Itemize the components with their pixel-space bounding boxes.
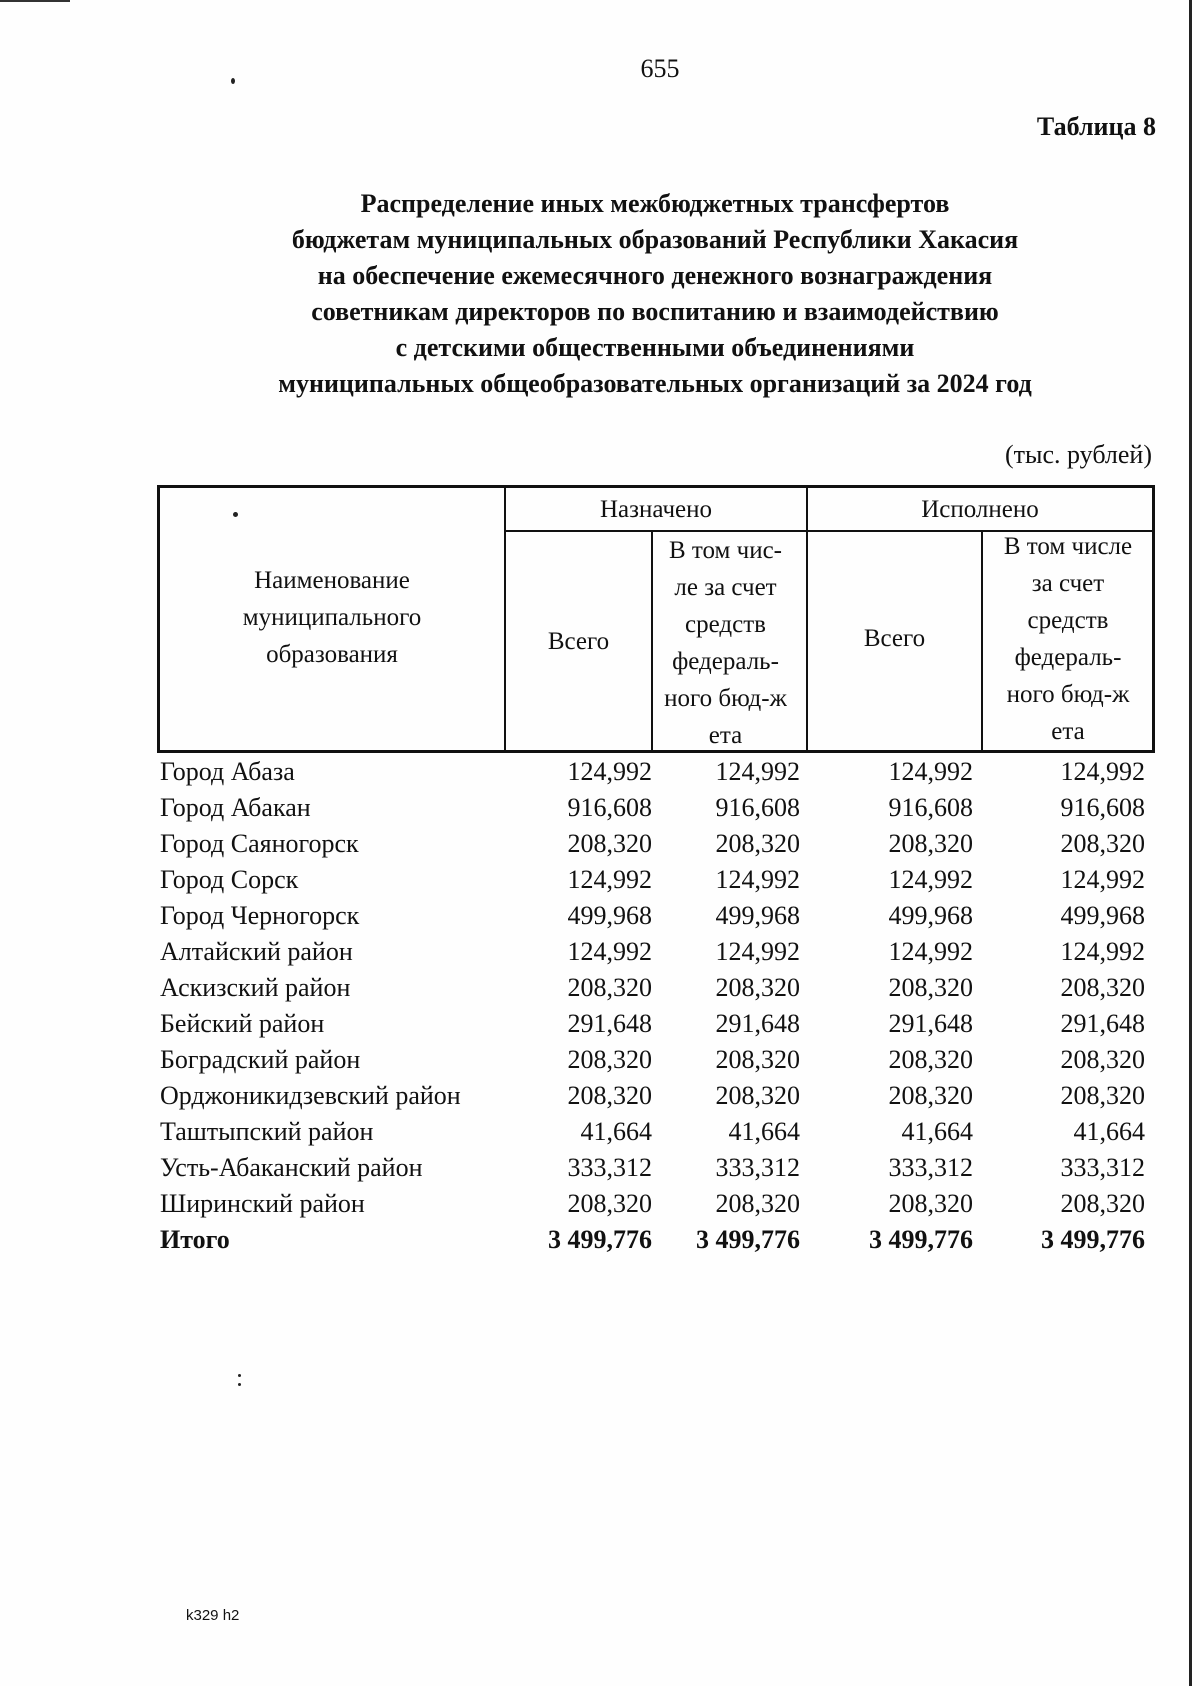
value-cell: 916,608 — [567, 793, 652, 822]
municipality-name: Город Абакан — [160, 793, 311, 822]
value-cell: 208,320 — [567, 829, 652, 858]
value-cell: 41,664 — [580, 1117, 652, 1146]
title-line: бюджетам муниципальных образований Республики Хакасия — [291, 225, 1019, 254]
value-cell: 41,664 — [728, 1117, 800, 1146]
title-line: муниципальных общеобразовательных организаций за 2024 год — [278, 369, 1032, 398]
value-cell: 208,320 — [888, 1045, 973, 1074]
header-text-line: В том чис- — [669, 537, 782, 564]
header-text-lines — [664, 532, 787, 754]
value-cell: 208,320 — [715, 1081, 800, 1110]
value-cell: 124,992 — [888, 757, 973, 786]
table-row — [157, 1150, 1155, 1186]
value-cell: 499,968 — [567, 901, 652, 930]
scan-edge — [1189, 0, 1192, 1686]
header-text-line: ного бюд-ж — [664, 685, 787, 712]
municipality-name: Орджоникидзевский район — [160, 1081, 461, 1110]
municipality-name: Итого — [160, 1225, 230, 1254]
title-line: на обеспечение ежемесячного денежного вознаграждения — [317, 261, 993, 290]
header-border-left — [157, 485, 160, 753]
table-row — [157, 1078, 1155, 1114]
value-cell: 124,992 — [1060, 865, 1145, 894]
value-cell: 499,968 — [888, 901, 973, 930]
value-cell: 208,320 — [888, 1189, 973, 1218]
value-cell: 208,320 — [567, 973, 652, 1002]
scan-speck — [238, 1374, 241, 1377]
municipality-name: Бейский район — [160, 1009, 325, 1038]
value-cell: 291,648 — [715, 1009, 800, 1038]
value-cell: 916,608 — [715, 793, 800, 822]
value-cell: 291,648 — [567, 1009, 652, 1038]
value-cell: 3 499,776 — [696, 1225, 800, 1254]
header-text-line: ного бюд-ж — [1006, 681, 1130, 708]
table-row — [157, 1042, 1155, 1078]
value-cell: 124,992 — [567, 757, 652, 786]
header-group-assigned: Назначено — [599, 495, 713, 523]
municipality-name: Таштыпский район — [160, 1117, 374, 1146]
value-cell: 124,992 — [567, 865, 652, 894]
municipality-name: Ширинский район — [160, 1189, 365, 1218]
table-row — [157, 862, 1155, 898]
value-cell: 208,320 — [1060, 973, 1145, 1002]
header-text-line: за счет — [1031, 570, 1105, 597]
value-cell: 208,320 — [888, 829, 973, 858]
scan-speck — [238, 1383, 241, 1386]
value-cell: 124,992 — [888, 865, 973, 894]
value-cell: 916,608 — [888, 793, 973, 822]
header-text-line: ле за счет — [674, 574, 777, 601]
value-cell: 208,320 — [1060, 1045, 1145, 1074]
value-cell: 3 499,776 — [869, 1225, 973, 1254]
table-row — [157, 1006, 1155, 1042]
value-cell: 291,648 — [888, 1009, 973, 1038]
municipality-name: Город Сорск — [160, 865, 299, 894]
value-cell: 208,320 — [888, 973, 973, 1002]
value-cell: 208,320 — [567, 1189, 652, 1218]
footer-code: k329 h2 — [186, 1607, 240, 1624]
header-text-line: ета — [708, 722, 743, 749]
municipality-name: Город Черногорск — [160, 901, 360, 930]
value-cell: 333,312 — [1060, 1153, 1145, 1182]
header-assigned-total: Всего — [547, 627, 610, 655]
value-cell: 333,312 — [715, 1153, 800, 1182]
scan-smudge — [0, 0, 70, 2]
value-cell: 208,320 — [715, 973, 800, 1002]
value-cell: 3 499,776 — [548, 1225, 652, 1254]
table-label-text: Таблица 8 — [1036, 112, 1156, 141]
value-cell: 124,992 — [1060, 937, 1145, 966]
header-text-line: ета — [1051, 718, 1085, 745]
value-cell: 499,968 — [715, 901, 800, 930]
header-text-line: В том числе — [1003, 533, 1133, 560]
header-border-bottom — [157, 750, 1155, 753]
value-cell: 916,608 — [1060, 793, 1145, 822]
municipality-name: Алтайский район — [160, 937, 353, 966]
value-cell: 124,992 — [1060, 757, 1145, 786]
header-text-line: федераль- — [672, 648, 779, 675]
value-cell: 124,992 — [715, 865, 800, 894]
table-row — [157, 826, 1155, 862]
header-group-executed: Исполнено — [921, 495, 1039, 523]
header-text-line: средств — [685, 611, 766, 638]
table-row — [157, 754, 1155, 790]
municipality-name: Усть-Абаканский район — [160, 1153, 423, 1182]
value-cell: 208,320 — [715, 1045, 800, 1074]
header-executed-total: Всего — [863, 624, 926, 652]
header-assigned-federal-text — [653, 532, 798, 750]
value-cell: 208,320 — [715, 829, 800, 858]
value-cell: 124,992 — [715, 937, 800, 966]
value-cell: 333,312 — [888, 1153, 973, 1182]
value-cell: 41,664 — [1073, 1117, 1145, 1146]
value-cell: 208,320 — [1060, 1081, 1145, 1110]
value-cell: 208,320 — [1060, 829, 1145, 858]
value-cell: 208,320 — [567, 1045, 652, 1074]
table-row — [157, 1186, 1155, 1222]
value-cell: 208,320 — [715, 1189, 800, 1218]
header-name-column: Наименование муниципального образования — [242, 566, 422, 668]
value-cell: 499,968 — [1060, 901, 1145, 930]
table-row — [157, 898, 1155, 934]
municipality-name: Город Абаза — [160, 757, 295, 786]
page-number: 655 — [640, 54, 680, 83]
table-row — [157, 1114, 1155, 1150]
municipality-name: Город Саяногорск — [160, 829, 359, 858]
header-executed-federal-text — [983, 528, 1153, 750]
document-title — [160, 186, 1150, 402]
table-body — [157, 754, 1155, 1258]
header-text-line: федераль- — [1014, 644, 1122, 671]
municipality-name: Аскизский район — [160, 973, 351, 1002]
table-row — [157, 790, 1155, 826]
value-cell: 124,992 — [715, 757, 800, 786]
value-cell: 3 499,776 — [1041, 1225, 1145, 1254]
value-cell: 124,992 — [888, 937, 973, 966]
value-cell: 41,664 — [901, 1117, 973, 1146]
table-label — [1037, 112, 1156, 142]
value-cell: 291,648 — [1060, 1009, 1145, 1038]
header-text-line: средств — [1027, 607, 1109, 634]
units-note: (тыс. рублей) — [1004, 440, 1152, 469]
value-cell: 208,320 — [567, 1081, 652, 1110]
table-row — [157, 970, 1155, 1006]
municipality-name: Боградский район — [160, 1045, 361, 1074]
title-line: Распределение иных межбюджетных трансфертов — [360, 189, 950, 218]
header-text-lines — [1004, 528, 1132, 750]
title-line: советникам директоров по воспитанию и взаимодействию — [311, 297, 999, 326]
value-cell: 333,312 — [567, 1153, 652, 1182]
value-cell: 208,320 — [888, 1081, 973, 1110]
total-row — [157, 1222, 1155, 1258]
title-line: с детскими общественными объединениями — [395, 333, 915, 362]
value-cell: 208,320 — [1060, 1189, 1145, 1218]
value-cell: 124,992 — [567, 937, 652, 966]
table-row — [157, 934, 1155, 970]
